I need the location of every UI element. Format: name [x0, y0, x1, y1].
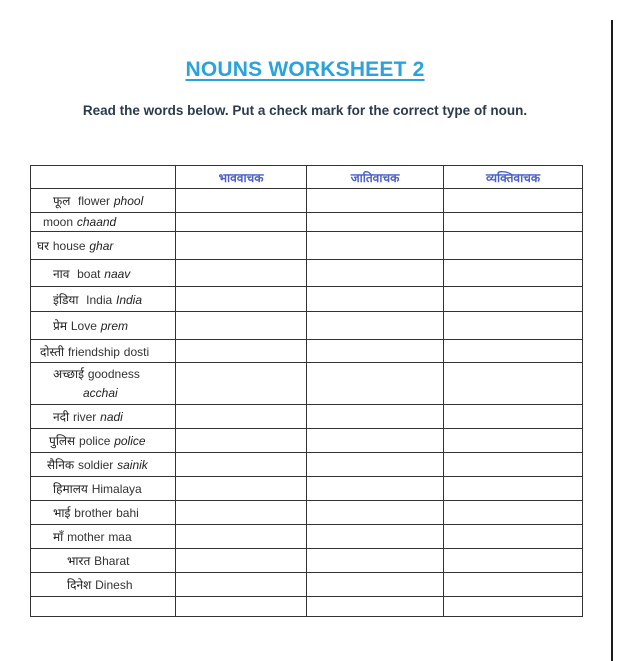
table-row [31, 340, 583, 363]
check-cell-vyaktivachak[interactable] [444, 453, 583, 477]
check-cell-jaativachak[interactable] [307, 232, 444, 260]
word-cell: पुलिस police police [31, 429, 176, 453]
check-cell-bhaavvachak[interactable] [176, 232, 307, 260]
check-cell-bhaavvachak[interactable] [176, 260, 307, 287]
header-jaativachak: जातिवाचक [307, 166, 444, 189]
noun-table [30, 165, 583, 617]
check-cell-bhaavvachak[interactable] [176, 525, 307, 549]
table-row [31, 287, 583, 312]
table-row [31, 549, 583, 573]
word-cell: moon chaand [31, 213, 176, 232]
word-cell: दोस्ती friendship dosti [31, 340, 176, 363]
word-cell [31, 597, 176, 617]
word-cell: भाई brother bahi [31, 501, 176, 525]
table-row [31, 260, 583, 287]
check-cell-vyaktivachak[interactable] [444, 189, 583, 213]
check-cell-jaativachak[interactable] [307, 363, 444, 405]
word-cell: इंडिया India India [31, 287, 176, 312]
check-cell-jaativachak[interactable] [307, 287, 444, 312]
table-row [31, 477, 583, 501]
check-cell-jaativachak[interactable] [307, 312, 444, 340]
check-cell-bhaavvachak[interactable] [176, 287, 307, 312]
check-cell-jaativachak[interactable] [307, 260, 444, 287]
word-cell: सैनिक soldier sainik [31, 453, 176, 477]
check-cell-vyaktivachak[interactable] [444, 405, 583, 429]
check-cell-jaativachak[interactable] [307, 213, 444, 232]
word-cell: दिनेश Dinesh [31, 573, 176, 597]
header-vyaktivachak: व्यक्तिवाचक [444, 166, 583, 189]
check-cell-vyaktivachak[interactable] [444, 549, 583, 573]
check-cell-jaativachak[interactable] [307, 549, 444, 573]
word-cell: नाव boat naav [31, 260, 176, 287]
table-row [31, 312, 583, 340]
table-row [31, 525, 583, 549]
check-cell-bhaavvachak[interactable] [176, 213, 307, 232]
check-cell-vyaktivachak[interactable] [444, 213, 583, 232]
check-cell-bhaavvachak[interactable] [176, 453, 307, 477]
page-edge-line [611, 20, 613, 661]
check-cell-jaativachak[interactable] [307, 501, 444, 525]
check-cell-vyaktivachak[interactable] [444, 477, 583, 501]
word-cell: भारत Bharat [31, 549, 176, 573]
check-cell-bhaavvachak[interactable] [176, 340, 307, 363]
check-cell-jaativachak[interactable] [307, 573, 444, 597]
header-row [31, 166, 583, 189]
header-bhaavvachak: भाववाचक [176, 166, 307, 189]
check-cell-bhaavvachak[interactable] [176, 477, 307, 501]
header-word [31, 166, 176, 189]
check-cell-jaativachak[interactable] [307, 340, 444, 363]
word-cell: फूल flower phool [31, 189, 176, 213]
check-cell-jaativachak[interactable] [307, 525, 444, 549]
check-cell-jaativachak[interactable] [307, 597, 444, 617]
check-cell-vyaktivachak[interactable] [444, 363, 583, 405]
table-row [31, 213, 583, 232]
word-cell: माँ mother maa [31, 525, 176, 549]
instructions: Read the words below. Put a check mark for the correct type of noun. [82, 103, 528, 118]
check-cell-vyaktivachak[interactable] [444, 573, 583, 597]
check-cell-bhaavvachak[interactable] [176, 405, 307, 429]
check-cell-vyaktivachak[interactable] [444, 312, 583, 340]
table-row [31, 573, 583, 597]
table-row [31, 597, 583, 617]
check-cell-bhaavvachak[interactable] [176, 429, 307, 453]
check-cell-jaativachak[interactable] [307, 477, 444, 501]
check-cell-jaativachak[interactable] [307, 405, 444, 429]
check-cell-jaativachak[interactable] [307, 453, 444, 477]
table-row [31, 453, 583, 477]
check-cell-jaativachak[interactable] [307, 429, 444, 453]
check-cell-bhaavvachak[interactable] [176, 501, 307, 525]
check-cell-vyaktivachak[interactable] [444, 429, 583, 453]
word-cell: घर house ghar [31, 232, 176, 260]
check-cell-bhaavvachak[interactable] [176, 573, 307, 597]
check-cell-vyaktivachak[interactable] [444, 260, 583, 287]
table-row [31, 429, 583, 453]
check-cell-jaativachak[interactable] [307, 189, 444, 213]
word-cell: नदी river nadi [31, 405, 176, 429]
check-cell-vyaktivachak[interactable] [444, 340, 583, 363]
check-cell-bhaavvachak[interactable] [176, 363, 307, 405]
table-row [31, 405, 583, 429]
table-row [31, 363, 583, 405]
check-cell-bhaavvachak[interactable] [176, 312, 307, 340]
check-cell-vyaktivachak[interactable] [444, 501, 583, 525]
check-cell-vyaktivachak[interactable] [444, 287, 583, 312]
check-cell-vyaktivachak[interactable] [444, 525, 583, 549]
table-row [31, 501, 583, 525]
worksheet-title: NOUNS WORKSHEET 2 [185, 58, 425, 81]
word-cell: हिमालय Himalaya [31, 477, 176, 501]
word-cell: प्रेम Love prem [31, 312, 176, 340]
check-cell-bhaavvachak[interactable] [176, 549, 307, 573]
table-row [31, 189, 583, 213]
check-cell-vyaktivachak[interactable] [444, 597, 583, 617]
word-cell: अच्छाई goodness acchai [31, 363, 176, 405]
check-cell-bhaavvachak[interactable] [176, 189, 307, 213]
check-cell-vyaktivachak[interactable] [444, 232, 583, 260]
table-row [31, 232, 583, 260]
check-cell-bhaavvachak[interactable] [176, 597, 307, 617]
